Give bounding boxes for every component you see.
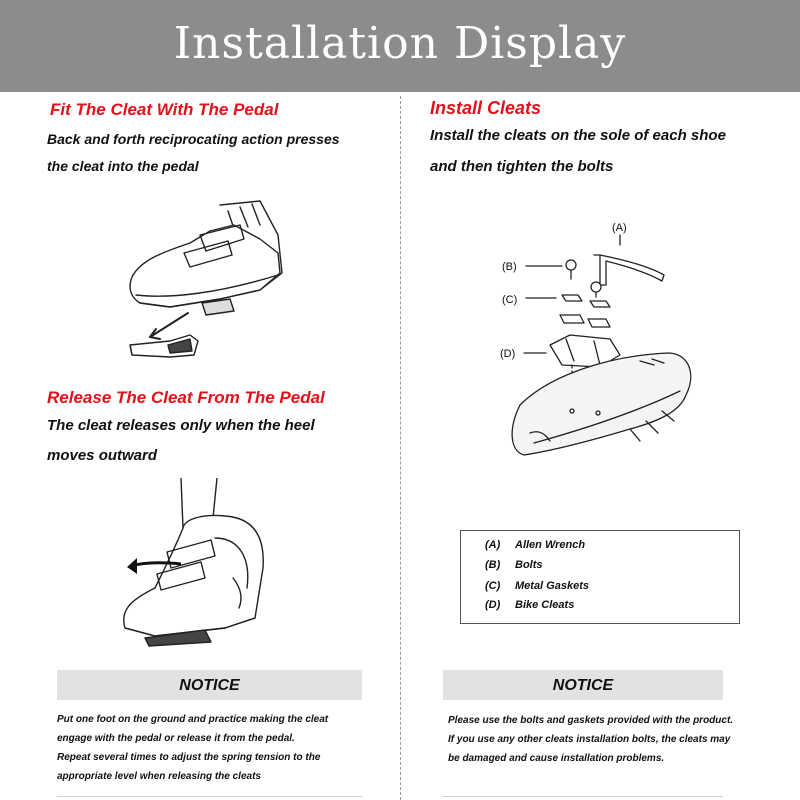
legend-item-c <box>485 580 589 592</box>
parts-legend <box>460 530 740 624</box>
left-notice-line-2: engage with the pedal or release it from the pedal. <box>57 733 295 744</box>
label-a: (A) <box>612 222 627 234</box>
legend-key: (D) <box>485 599 501 611</box>
legend-label: Bike Cleats <box>515 599 575 611</box>
left-notice-line-4: appropriate level when releasing the cleats <box>57 771 261 782</box>
left-notice-label: NOTICE <box>179 677 240 694</box>
right-notice-bar <box>443 670 723 700</box>
right-notice-line-2: If you use any other cleats installation bolts, the cleats may <box>448 734 731 745</box>
release-cleat-text-2: moves outward <box>47 447 158 464</box>
label-b: (B) <box>502 261 517 273</box>
fit-cleat-text-2: the cleat into the pedal <box>47 158 199 174</box>
label-d: (D) <box>500 348 516 360</box>
shoe-engaging-pedal-illustration <box>110 195 300 370</box>
legend-key: (C) <box>485 580 501 592</box>
install-cleats-text-1: Install the cleats on the sole of each shoe <box>430 127 726 144</box>
install-cleats-text-2: and then tighten the bolts <box>430 158 614 175</box>
right-notice-line-1: Please use the bolts and gaskets provided with the product. <box>448 715 734 726</box>
legend-key: (A) <box>485 539 501 551</box>
legend-label: Allen Wrench <box>515 539 586 551</box>
label-c: (C) <box>502 294 518 306</box>
left-notice-text <box>57 710 328 786</box>
header-banner <box>0 0 800 92</box>
legend-label: Bolts <box>515 559 543 571</box>
left-notice-line-3: Repeat several times to adjust the spring tension to the <box>57 752 321 763</box>
legend-key: (B) <box>485 559 501 571</box>
heel-release-illustration <box>115 478 295 648</box>
page-title: Installation Display <box>173 18 627 69</box>
left-notice-line-1: Put one foot on the ground and practice making the cleat <box>57 714 329 725</box>
left-bottom-rule <box>57 796 362 797</box>
release-cleat-text-1: The cleat releases only when the heel <box>47 417 315 434</box>
right-notice-text <box>448 711 733 768</box>
column-divider <box>400 96 401 800</box>
legend-item-b <box>485 559 543 571</box>
release-cleat-title: Release The Cleat From The Pedal <box>47 388 325 407</box>
legend-label: Metal Gaskets <box>515 580 589 592</box>
legend-item-a <box>485 539 585 551</box>
right-bottom-rule <box>443 796 723 797</box>
legend-item-d <box>485 599 574 611</box>
fit-cleat-text-1: Back and forth reciprocating action presses <box>47 131 340 147</box>
right-notice-line-3: be damaged and cause installation problems. <box>448 753 665 764</box>
cleat-installation-diagram <box>490 215 700 475</box>
fit-cleat-title: Fit The Cleat With The Pedal <box>50 100 279 119</box>
install-cleats-title: Install Cleats <box>430 98 542 118</box>
left-notice-bar <box>57 670 362 700</box>
right-notice-label: NOTICE <box>552 677 614 694</box>
